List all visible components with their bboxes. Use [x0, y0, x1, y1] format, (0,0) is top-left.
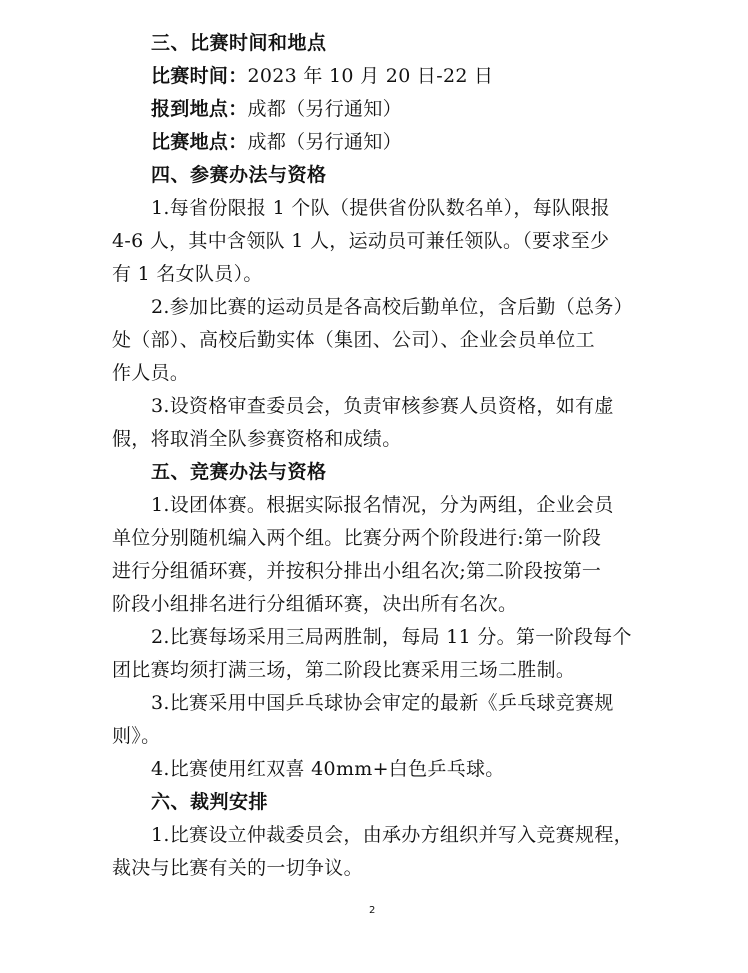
competition-venue-value: 成都（另行通知）	[247, 131, 402, 153]
paragraph-line: 3.设资格审查委员会，负责审核参赛人员资格，如有虚	[151, 395, 614, 417]
paragraph-line: 3.比赛采用中国乒乓球协会审定的最新《乒乓球竞赛规	[151, 692, 614, 714]
section-4-heading: 四、参赛办法与资格	[151, 164, 327, 186]
paragraph-line: 2.参加比赛的运动员是各高校后勤单位，含后勤（总务）	[151, 296, 633, 318]
paragraph-line: 假，将取消全队参赛资格和成绩。	[112, 428, 402, 450]
paragraph-line: 4-6 人，其中含领队 1 人，运动员可兼任领队。（要求至少	[112, 230, 610, 252]
paragraph-line: 1.设团体赛。根据实际报名情况，分为两组，企业会员	[151, 494, 614, 516]
section-6-heading: 六、裁判安排	[151, 791, 269, 813]
paragraph-line: 1.每省份限报 1 个队（提供省份队数名单），每队限报	[151, 197, 610, 219]
section-3-heading: 三、比赛时间和地点	[151, 32, 327, 54]
paragraph-line: 处（部）、高校后勤实体（集团、公司）、企业会员单位工	[112, 329, 595, 351]
competition-time-value: 2023 年 10 月 20 日-22 日	[247, 65, 494, 87]
report-location-value: 成都（另行通知）	[247, 98, 402, 120]
paragraph-line: 裁决与比赛有关的一切争议。	[112, 857, 363, 879]
paragraph-line: 单位分别随机编入两个组。比赛分两个阶段进行:第一阶段	[112, 527, 602, 549]
competition-venue-label: 比赛地点：	[151, 131, 248, 153]
paragraph-line: 4.比赛使用红双喜 40mm+白色乒乓球。	[151, 758, 505, 780]
report-location-label: 报到地点：	[151, 98, 248, 120]
paragraph-line: 1.比赛设立仲裁委员会，由承办方组织并写入竞赛规程，	[151, 824, 633, 846]
paragraph-line: 作人员。	[112, 362, 190, 384]
report-location-row	[151, 97, 402, 121]
paragraph-line: 2.比赛每场采用三局两胜制，每局 11 分。第一阶段每个	[151, 626, 632, 648]
paragraph-line: 则》。	[112, 725, 161, 747]
page-number: 2	[369, 905, 376, 916]
competition-time-row	[151, 64, 493, 88]
paragraph-line: 团比赛均须打满三场，第二阶段比赛采用三场二胜制。	[112, 659, 576, 681]
paragraph-line: 进行分组循环赛，并按积分排出小组名次;第二阶段按第一	[112, 560, 602, 582]
paragraph-line: 阶段小组排名进行分组循环赛，决出所有名次。	[112, 593, 518, 615]
competition-venue-row	[151, 130, 402, 154]
section-5-heading: 五、竞赛办法与资格	[151, 461, 327, 483]
competition-time-label: 比赛时间：	[151, 65, 248, 87]
paragraph-line: 有 1 名女队员）。	[112, 263, 263, 285]
